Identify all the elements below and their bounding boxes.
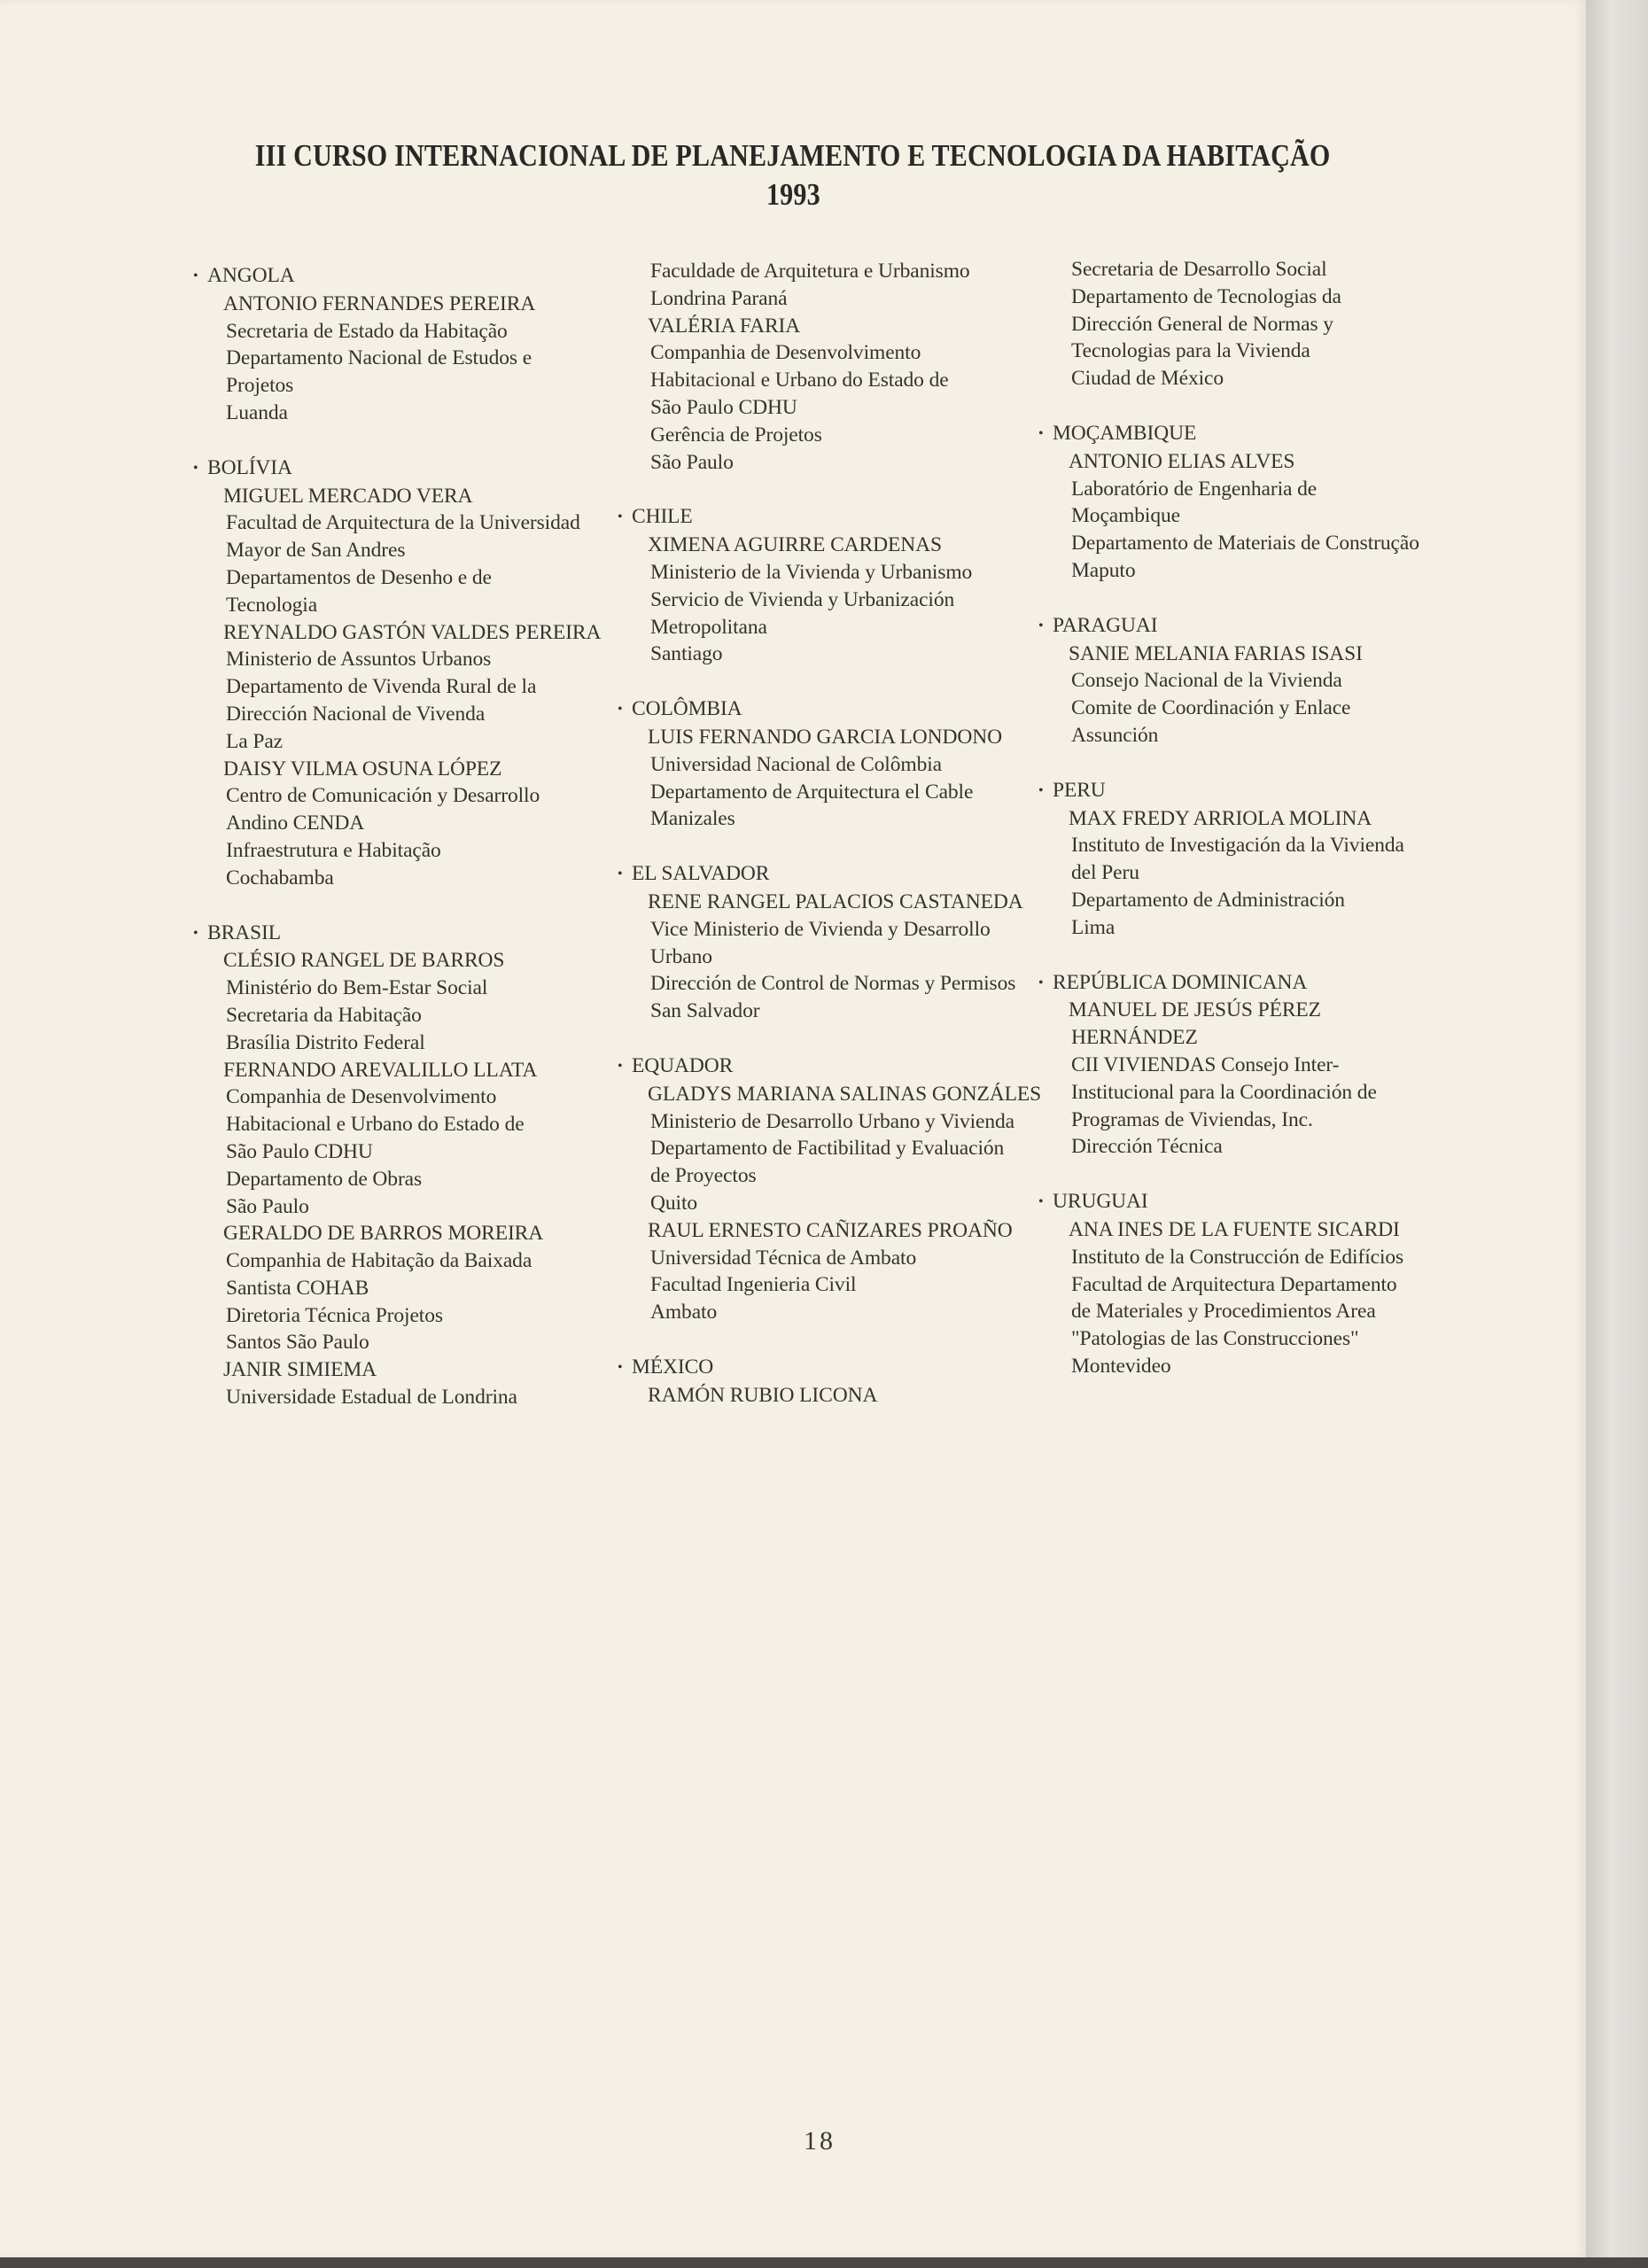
affiliation-line: Ministerio de Assuntos Urbanos [226,648,492,672]
participant-name: RAMÓN RUBIO LICONA [648,1383,878,1407]
country-heading [1038,777,1419,805]
affiliation-line: Quito [650,1191,698,1215]
participant-entry [193,947,601,1056]
participant-entry [193,1220,601,1356]
affiliation-line: Servicio de Vivienda y Urbanización [650,587,955,611]
participant-entry [1038,1216,1419,1380]
participant-name: XIMENA AGUIRRE CARDENAS [648,533,942,557]
affiliation-line: Ministério do Bem-Estar Social [226,976,488,1000]
participant-name: REYNALDO GASTÓN VALDES PEREIRA [223,620,602,644]
affiliation-line: Ministerio de Desarrollo Urbano y Vivienda [650,1109,1014,1133]
country-name: EQUADOR [632,1053,734,1077]
country-section [193,262,601,427]
participant-name: ANA INES DE LA FUENTE SICARDI [1069,1217,1400,1241]
affiliation-line: Centro de Comunicación y Desarrollo [226,784,540,808]
bullet-icon: • [193,925,198,941]
affiliation-line: Facultad de Arquitectura de la Universidad [226,511,580,535]
column-3 [1038,256,1419,1408]
affiliation-line: Facultad Ingenieria Civil [650,1273,857,1297]
column-2 [618,258,1041,1436]
affiliation-line: Dirección Nacional de Vivenda [226,702,486,726]
country-section [618,860,1041,1025]
affiliation-line: Companhia de Desenvolvimento [650,341,921,365]
participant-entry [1038,997,1419,1161]
affiliation-line: La Paz [226,729,283,753]
participant-entry [193,619,601,756]
bullet-icon: • [193,460,198,476]
country-heading [618,1052,1041,1081]
participant-name: ANTONIO ELIAS ALVES [1069,449,1295,473]
country-section [618,1354,1041,1410]
affiliation-line: Gerência de Projetos [650,423,822,447]
page-title [0,136,1586,214]
affiliation-line: Tecnologias para la Vivienda [1071,339,1310,363]
participant-name: FERNANDO AREVALILLO LLATA [223,1058,538,1082]
participant-entry [618,1217,1041,1326]
bullet-icon: • [1038,975,1044,990]
country-heading [618,1354,1041,1382]
country-heading [1038,969,1419,998]
country-name: BOLÍVIA [207,455,292,479]
country-section [1038,420,1419,585]
affiliation-line: Dirección de Control de Normas y Permisos [650,972,1016,996]
affiliation-line: Universidad Nacional de Colômbia [650,752,942,776]
country-name: COLÔMBIA [632,697,742,721]
affiliation-line: Universidade Estadual de Londrina [226,1386,517,1410]
affiliation-line: Lima [1071,915,1116,939]
bullet-icon: • [1038,1194,1044,1210]
affiliation-line: Mayor de San Andres [226,539,406,563]
bullet-icon: • [618,509,623,525]
participant-name: RENE RANGEL PALACIOS CASTANEDA [648,889,1023,913]
page-number: 18 [804,2126,836,2155]
participant-entry [1038,448,1419,585]
participant-name: GLADYS MARIANA SALINAS GONZÁLES [648,1082,1042,1106]
affiliation-line: Cochabamba [226,866,334,889]
affiliation-line: Departamento de Arquitectura el Cable [650,780,974,804]
affiliation-line: Comite de Coordinación y Enlace [1071,696,1351,720]
affiliation-line: Consejo Nacional de la Vivienda [1071,669,1342,693]
affiliation-line: Departamento de Vivenda Rural de la [226,675,537,699]
affiliation-line: Departamento Nacional de Estudos e [226,346,532,370]
affiliation-line: Facultad de Arquitectura Departamento [1071,1272,1397,1296]
country-name: BRASIL [207,920,281,944]
country-section [193,920,601,1411]
participant-name: MAX FREDY ARRIOLA MOLINA [1069,806,1372,830]
affiliation-line: Maputo [1071,558,1136,582]
country-section [1038,969,1419,1161]
participant-entry [193,483,601,619]
affiliation-line: Dirección Técnica [1071,1135,1223,1159]
affiliation-line: São Paulo CDHU [650,395,797,419]
country-section [618,695,1041,833]
affiliation-line: Metropolitana [650,615,767,639]
affiliation-line: Dirección General de Normas y [1071,312,1333,336]
column-1 [193,262,601,1439]
country-heading [618,695,1041,724]
affiliation-line: Departamentos de Desenho e de [226,565,492,589]
participant-entry [618,532,1041,668]
country-section [1038,256,1419,392]
participant-entry [618,313,1041,477]
participant-entry [1038,641,1419,750]
affiliation-line: Santiago [650,642,723,666]
affiliation-line: São Paulo [650,450,734,474]
country-heading [1038,1188,1419,1216]
scan-bottom-edge [0,2257,1648,2268]
affiliation-line: San Salvador [650,999,760,1023]
affiliation-line: Laboratório de Engenharia de [1071,477,1318,501]
country-name: MÉXICO [632,1355,714,1379]
country-name: REPÚBLICA DOMINICANA [1053,970,1308,994]
affiliation-line: Departamento de Administración [1071,888,1345,912]
country-heading [1038,420,1419,448]
affiliation-line: Faculdade de Arquitetura e Urbanismo [650,260,970,283]
affiliation-line: Ciudad de México [1071,367,1224,391]
affiliation-line: Habitacional e Urbano do Estado de [650,369,949,392]
affiliation-line: Assunción [1071,723,1159,747]
bullet-icon: • [618,1359,623,1375]
affiliation-line: São Paulo CDHU [226,1139,373,1163]
participant-name: DAISY VILMA OSUNA LÓPEZ [223,757,502,781]
country-name: ANGOLA [207,264,295,287]
participant-name: RAUL ERNESTO CAÑIZARES PROAÑO [648,1218,1013,1242]
participant-name: MIGUEL MERCADO VERA [223,484,473,508]
affiliation-line: Vice Ministerio de Vivienda y Desarrollo [650,917,991,941]
country-section [1038,777,1419,942]
country-heading [618,860,1041,889]
participant-name: GERALDO DE BARROS MOREIRA [223,1222,544,1246]
affiliation-line: Ambato [650,1301,718,1324]
country-heading [193,454,601,483]
affiliation-line: Instituto de Investigación da la Vivienda [1071,834,1404,858]
participant-entry [193,1057,601,1221]
country-name: PERU [1053,778,1106,802]
affiliation-line: São Paulo [226,1194,309,1218]
bullet-icon: • [193,268,198,284]
affiliation-line: de Materiales y Procedimientos Area [1071,1300,1376,1324]
country-section [618,503,1041,668]
participant-entry [618,258,1041,313]
participant-name: MANUEL DE JESÚS PÉREZ [1069,998,1321,1022]
participant-name: JANIR SIMIEMA [223,1358,377,1382]
affiliation-line: Urbano [650,944,712,968]
affiliation-line: Companhia de Desenvolvimento [226,1085,497,1109]
participant-name: CLÉSIO RANGEL DE BARROS [223,949,505,973]
affiliation-line: Universidad Técnica de Ambato [650,1246,917,1270]
country-section [618,1052,1041,1326]
affiliation-line: Santista COHAB [226,1276,369,1300]
affiliation-line: Departamento de Factibilitad y Evaluación [650,1137,1005,1161]
country-section [618,258,1041,476]
affiliation-line: Ministerio de la Vivienda y Urbanismo [650,560,973,584]
bullet-icon: • [618,1058,623,1074]
participant-name: ANTONIO FERNANDES PEREIRA [223,291,536,315]
title-text: III CURSO INTERNACIONAL DE PLANEJAMENTO E TECNOLOGIA DA HABITAÇÃO [255,138,1331,173]
country-heading [618,503,1041,532]
affiliation-line: Secretaria de Desarrollo Social [1071,258,1327,281]
participant-entry [618,1081,1041,1217]
bullet-icon: • [1038,782,1044,798]
country-section [193,454,601,892]
affiliation-line: Tecnologia [226,593,318,617]
affiliation-line: Santos São Paulo [226,1331,369,1355]
country-name: URUGUAI [1053,1190,1148,1214]
affiliation-line: Departamento de Obras [226,1167,423,1191]
affiliation-line: CII VIVIENDAS Consejo Inter- [1071,1052,1340,1076]
affiliation-line: Infraestrutura e Habitação [226,838,441,862]
country-name: MOÇAMBIQUE [1053,421,1197,445]
bullet-icon: • [618,702,623,718]
affiliation-line: de Proyectos [650,1164,757,1188]
affiliation-line: Secretaria da Habitação [226,1003,422,1027]
affiliation-line: HERNÁNDEZ [1071,1026,1198,1050]
affiliation-line: Programas de Viviendas, Inc. [1071,1107,1313,1131]
participant-entry [618,724,1041,833]
affiliation-line: Montevideo [1071,1354,1171,1378]
participant-entry [618,1382,1041,1410]
affiliation-line: Londrina Paraná [650,286,788,310]
affiliation-line: Andino CENDA [226,812,365,835]
affiliation-line: Institucional para la Coordinación de [1071,1080,1377,1104]
participant-entry [193,756,601,892]
affiliation-line: Secretaria de Estado da Habitação [226,319,508,343]
participant-entry [193,291,601,427]
bullet-icon: • [1038,617,1044,633]
affiliation-line: Instituto de la Construcción de Edifícios [1071,1245,1404,1269]
affiliation-line: Departamento de Materiais de Construção [1071,532,1419,555]
participant-entry [1038,805,1419,942]
title-year: 1993 [766,177,820,212]
country-section [1038,612,1419,750]
country-section [1038,1188,1419,1380]
country-name: EL SALVADOR [632,862,770,886]
participant-entry [618,889,1041,1025]
affiliation-line: Habitacional e Urbano do Estado de [226,1113,525,1137]
affiliation-line: Projetos [226,374,294,398]
participant-entry [193,1356,601,1411]
participant-name: LUIS FERNANDO GARCIA LONDONO [648,725,1002,749]
next-page-edge [1586,0,1648,2268]
country-heading [193,920,601,948]
affiliation-line: Brasília Distrito Federal [226,1030,425,1054]
affiliation-line: Luanda [226,400,288,424]
country-name: CHILE [632,505,693,529]
affiliation-line: Moçambique [1071,504,1180,528]
participant-name: VALÉRIA FARIA [648,314,801,338]
affiliation-line: Companhia de Habitação da Baixada [226,1249,532,1273]
participant-entry [1038,256,1419,392]
affiliation-line: Manizales [650,807,735,831]
affiliation-line: Diretoria Técnica Projetos [226,1303,443,1327]
affiliation-line: Departamento de Tecnologias da [1071,284,1341,308]
participant-name: SANIE MELANIA FARIAS ISASI [1069,641,1363,665]
affiliation-line: del Peru [1071,861,1139,885]
affiliation-line: "Patologias de las Construcciones" [1071,1327,1359,1351]
country-name: PARAGUAI [1053,613,1158,637]
bullet-icon: • [618,866,623,882]
country-heading [193,262,601,291]
country-heading [1038,612,1419,641]
bullet-icon: • [1038,425,1044,441]
